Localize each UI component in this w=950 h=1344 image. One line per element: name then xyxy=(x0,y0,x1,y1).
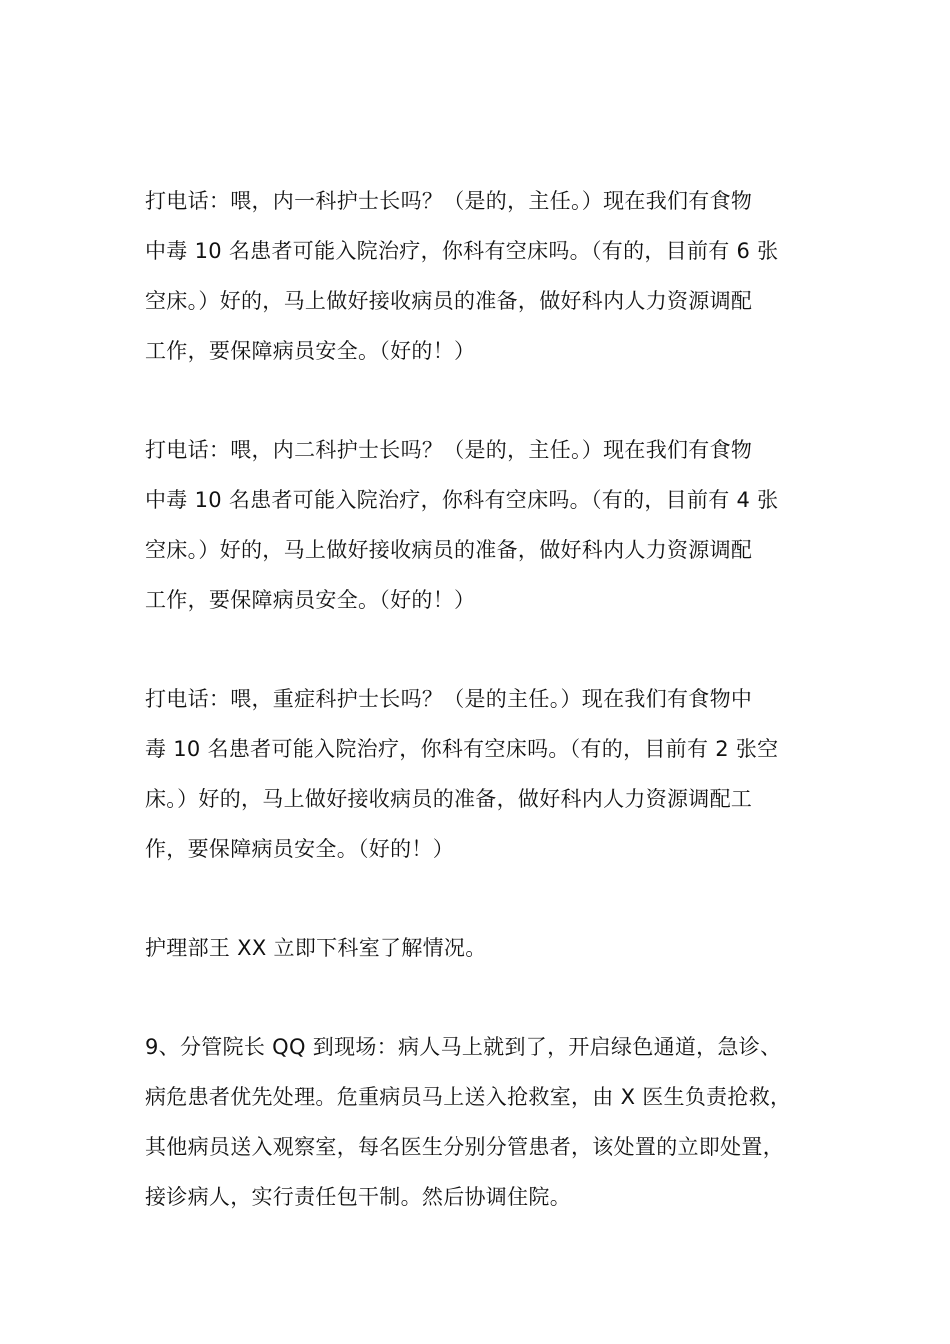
text-line: 打电话：喂，内二科护士长吗？（是的，主任。）现在我们有食物 xyxy=(145,438,753,462)
text-line: 空床。）好的，马上做好接收病员的准备，做好科内人力资源调配 xyxy=(145,538,753,562)
text-line: 作，要保障病员安全。（好的！） xyxy=(145,837,454,861)
text-line: 病危患者优先处理。危重病员马上送入抢救室，由 X 医生负责抢救， xyxy=(145,1085,792,1109)
text-line: 中毒 10 名患者可能入院治疗，你科有空床吗。（有的，目前有 6 张 xyxy=(145,239,779,263)
text-line: 床。）好的，马上做好接收病员的准备，做好科内人力资源调配工 xyxy=(145,787,753,811)
paragraph-call-icu xyxy=(145,674,815,874)
text-line: 毒 10 名患者可能入院治疗，你科有空床吗。（有的，目前有 2 张空 xyxy=(145,737,779,761)
text-line: 其他病员送入观察室，每名医生分别分管患者，该处置的立即处置， xyxy=(145,1135,784,1159)
paragraph-call-internal-medicine-2 xyxy=(145,425,815,625)
text-line: 护理部王 XX 立即下科室了解情况。 xyxy=(145,936,487,960)
paragraph-call-internal-medicine-1 xyxy=(145,176,815,376)
text-line: 空床。）好的，马上做好接收病员的准备，做好科内人力资源调配 xyxy=(145,289,753,313)
text-line: 工作，要保障病员安全。（好的！） xyxy=(145,588,476,612)
text-line: 接诊病人，实行责任包干制。然后协调住院。 xyxy=(145,1185,571,1209)
text-line: 中毒 10 名患者可能入院治疗，你科有空床吗。（有的，目前有 4 张 xyxy=(145,488,779,512)
text-line: 打电话：喂，内一科护士长吗？（是的，主任。）现在我们有食物 xyxy=(145,189,753,213)
paragraph-nursing-dept xyxy=(145,923,815,973)
text-line: 9、分管院长 QQ 到现场：病人马上就到了，开启绿色通道，急诊、 xyxy=(145,1035,782,1059)
text-line: 工作，要保障病员安全。（好的！） xyxy=(145,339,476,363)
paragraph-vice-president-step-9 xyxy=(145,1022,815,1222)
text-line: 打电话：喂，重症科护士长吗？（是的主任。）现在我们有食物中 xyxy=(145,687,753,711)
